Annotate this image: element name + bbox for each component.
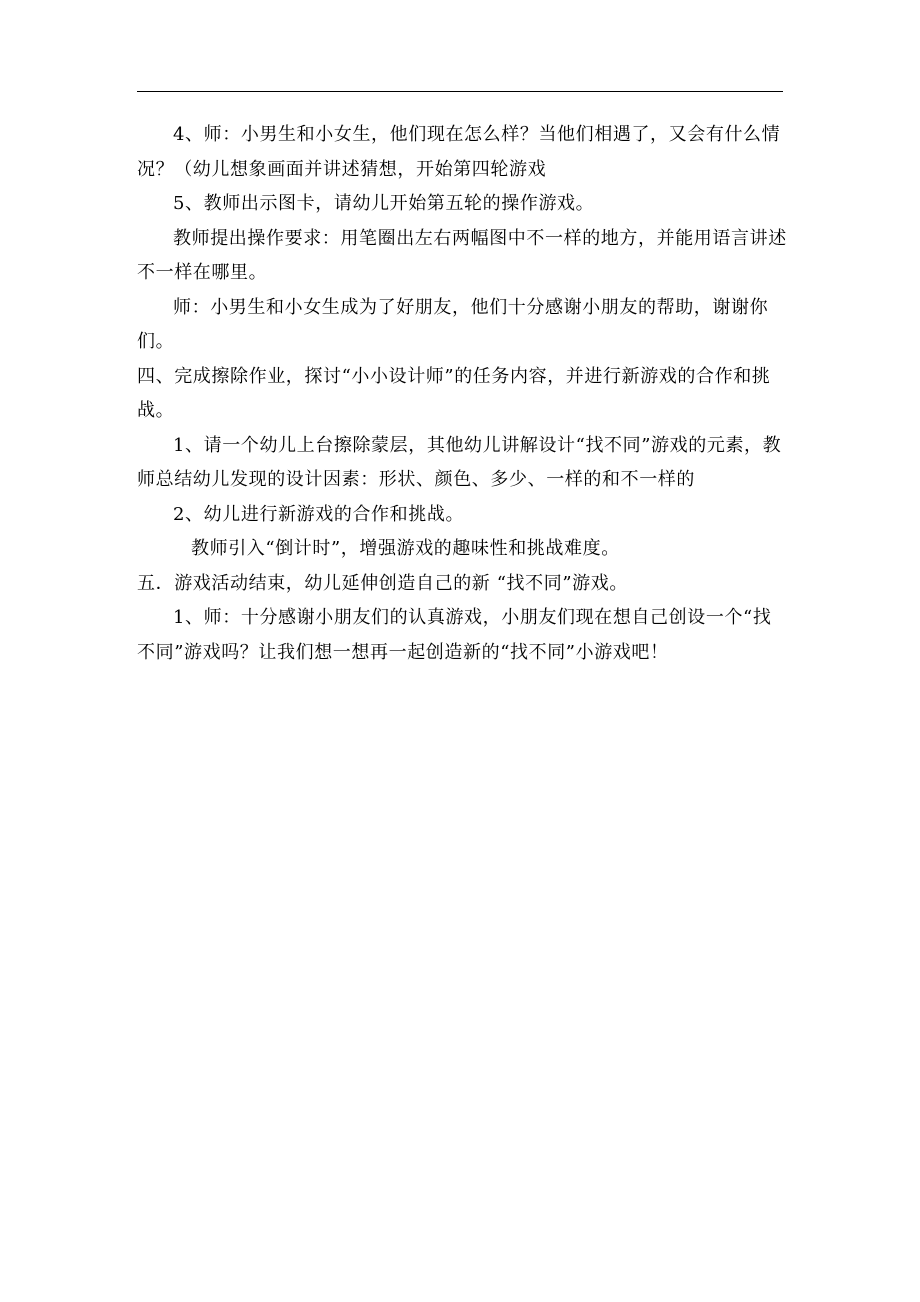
paragraph-step-4: 4、师：小男生和小女生，他们现在怎么样？当他们相遇了，又会有什么情况？（幼儿想象画面并讲述猜想，开始第四轮游戏 xyxy=(137,124,781,180)
paragraph-new-game: 2、幼儿进行新游戏的合作和挑战。 xyxy=(173,503,465,525)
paragraph-operation-requirement: 教师提出操作要求：用笔圈出左右两幅图中不一样的地方，并能用语言讲述不一样在哪里。 xyxy=(137,227,787,283)
paragraph-teacher-thanks: 师：小男生和小女生成为了好朋友，他们十分感谢小朋友的帮助，谢谢你们。 xyxy=(137,296,769,352)
document-body xyxy=(137,118,787,670)
paragraph-step-5: 5、教师出示图卡，请幼儿开始第五轮的操作游戏。 xyxy=(173,193,595,214)
section-heading-four: 四、完成擦除作业，探讨“小小设计师”的任务内容，并进行新游戏的合作和挑战。 xyxy=(137,365,771,421)
paragraph-create-game: 1、师：十分感谢小朋友们的认真游戏，小朋友们现在想自己创设一个“找不同”游戏吗？让我们想一想再一起创造新的“找不同”小游戏吧！ xyxy=(137,607,772,663)
header-divider xyxy=(137,91,783,92)
paragraph-erase-mask: 1、请一个幼儿上台擦除蒙层，其他幼儿讲解设计“找不同”游戏的元素，教师总结幼儿发现的设计因素：形状、颜色、多少、一样的和不一样的 xyxy=(137,434,782,490)
section-heading-five: 五．游戏活动结束，幼儿延伸创造自己的新 “找不同”游戏。 xyxy=(137,572,628,594)
paragraph-countdown: 教师引入“倒计时”，增强游戏的趣味性和挑战难度。 xyxy=(191,538,620,559)
